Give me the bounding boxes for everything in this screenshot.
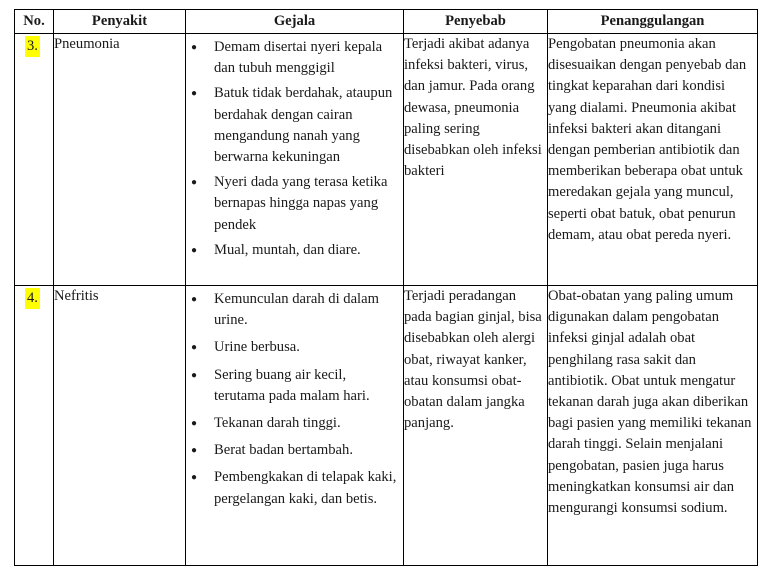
symptom-item: ● Kemunculan darah di dalam urine. (214, 289, 399, 331)
symptom-list (186, 34, 403, 261)
symptom-list (186, 286, 403, 510)
symptom-item: ● Sering buang air kecil, terutama pada malam hari. (214, 365, 399, 407)
symptom-item: ● Batuk tidak berdahak, ataupun berdahak dengan cairan mengandung nanah yang berwarna kekuningan (214, 83, 399, 168)
disease-name: Nefritis (54, 286, 186, 566)
disease-name: Pneumonia (54, 34, 186, 286)
header-penanggulangan: Penanggulangan (548, 10, 758, 34)
symptoms-cell (186, 286, 404, 566)
header-penyebab: Penyebab (404, 10, 548, 34)
row-number-highlight: 3. (25, 36, 40, 57)
table-row (15, 286, 758, 566)
symptom-item: ● Mual, muntah, dan diare. (214, 240, 399, 261)
symptom-item: ● Berat badan bertambah. (214, 440, 399, 461)
header-no: No. (15, 10, 54, 34)
symptoms-cell (186, 34, 404, 286)
row-number-highlight: 4. (25, 288, 40, 309)
header-row (15, 10, 758, 34)
symptom-item: ● Pembengkakan di telapak kaki, pergelangan kaki, dan betis. (214, 467, 399, 509)
header-gejala: Gejala (186, 10, 404, 34)
symptom-item: ● Urine berbusa. (214, 337, 399, 358)
table-row (15, 34, 758, 286)
row-number-cell (15, 286, 54, 566)
treatment-text: Obat-obatan yang paling umum digunakan dalam pengobatan infeksi ginjal adalah obat penghilang rasa sakit dan antibiotik. Obat untuk mengatur tekanan darah juga akan diberikan bagi pasien yang memiliki tekanan darah tinggi. Selain menjalani pengobatan, pasien juga harus meningkatkan konsumsi air dan mengurangi konsumsi sodium. (548, 286, 758, 566)
row-number-cell (15, 34, 54, 286)
symptom-item: ● Tekanan darah tinggi. (214, 413, 399, 434)
disease-table (14, 9, 758, 566)
symptom-item: ● Demam disertai nyeri kepala dan tubuh menggigil (214, 37, 399, 79)
cause-text: Terjadi peradangan pada bagian ginjal, bisa disebabkan oleh alergi obat, riwayat kanker, atau konsumsi obat-obatan dalam jangka panjang. (404, 286, 548, 566)
cause-text: Terjadi akibat adanya infeksi bakteri, virus, dan jamur. Pada orang dewasa, pneumonia paling sering disebabkan oleh infeksi bakteri (404, 34, 548, 286)
treatment-text: Pengobatan pneumonia akan disesuaikan dengan penyebab dan tingkat keparahan dari kondisi yang dialami. Pneumonia akibat infeksi bakteri akan ditangani dengan pemberian antibiotik dan memberikan beberapa obat untuk meredakan gejala yang muncul, seperti obat batuk, obat penurun demam, atau obat pereda nyeri. (548, 34, 758, 286)
header-penyakit: Penyakit (54, 10, 186, 34)
symptom-item: ● Nyeri dada yang terasa ketika bernapas hingga napas yang pendek (214, 172, 399, 236)
